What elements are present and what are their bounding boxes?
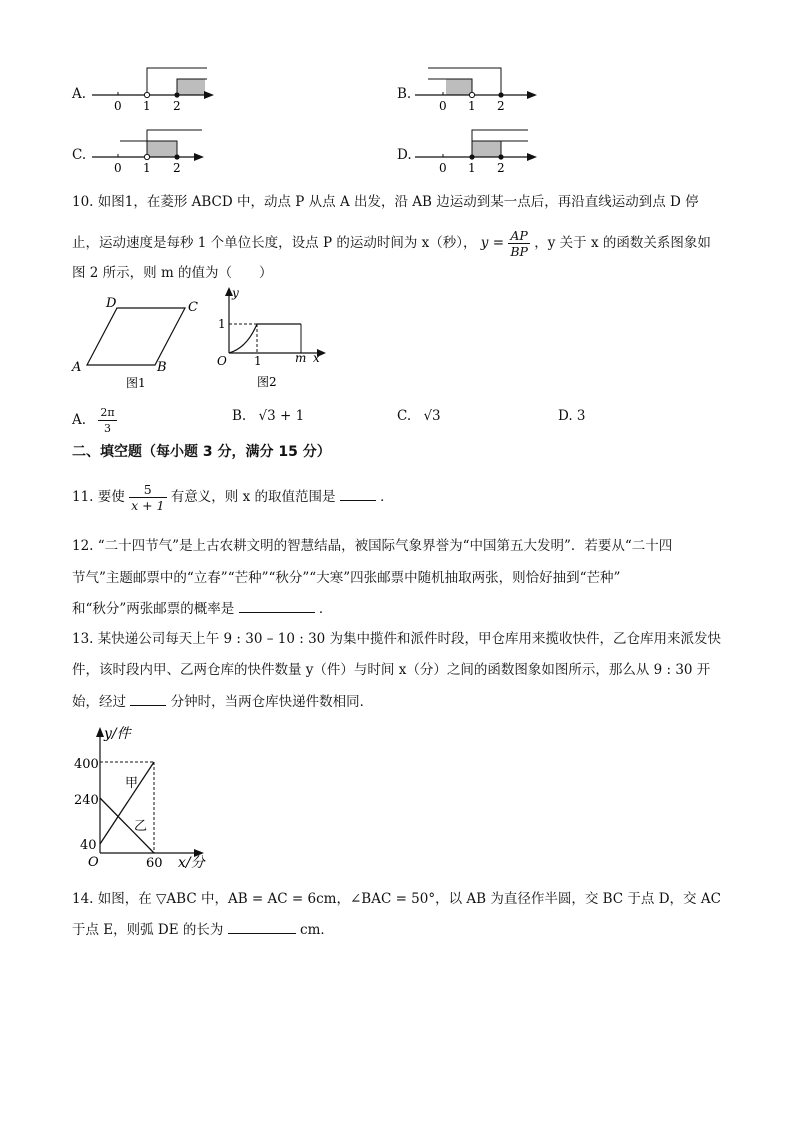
q10-fig2-caption: 图2 [257,375,277,389]
q9-b-tick-0: 0 [439,99,447,113]
q13-line2: 件，该时段内甲、乙两仓库的快件数量 y（件）与时间 x（分）之间的函数图象如图所示，那么从 9 : 30 开 [72,662,711,678]
q10-line3: 图 2 所示，则 m 的值为（ ） [72,265,273,281]
q13-y-axis-label: y/件 [104,726,131,742]
q13-answer-blank[interactable] [130,692,166,706]
q13-x-tick-60: 60 [146,856,163,871]
q10-option-a-fraction [98,405,116,436]
q11-end: ． [380,489,394,505]
q11-den: x + 1 [131,498,165,513]
q11-answer-blank[interactable] [340,487,376,501]
q9-option-a-numberline [90,62,220,114]
q9-a-tick-0: 0 [114,99,122,113]
q11-pre: 11. 要使 [72,489,125,505]
q10-option-c-label: C. [397,408,412,424]
q13-origin: O [88,855,99,870]
q14-line2-post: cm． [300,922,334,938]
q10-fig1-rhombus [68,292,218,392]
q10-fig2-graph [205,282,340,392]
q9-option-c-numberline [90,124,220,176]
q9-b-tick-2: 2 [497,99,505,113]
q11-line [72,482,394,513]
q10-y-eq: y = [480,235,505,251]
q10-option-d: D. 3 [558,408,586,424]
q10-line1: 10. 如图1，在菱形 ABCD 中，动点 P 从点 A 出发，沿 AB 边运动到某一点后，再沿直线运动到点 D 停 [72,194,699,210]
q13-line3 [72,692,373,711]
q10-option-b-label: B. [232,408,247,424]
q10-option-a-label: A. [72,412,87,428]
q9-option-d-label: D. [397,147,412,163]
q12-answer-blank[interactable] [239,599,315,613]
q10-option-b [232,407,304,425]
q10-option-c-value: √3 [423,408,441,424]
q10-line2-post: ，y 关于 x 的函数关系图象如 [534,235,711,251]
q14-line1: 14. 如图，在 ▽ABC 中，AB = AC = 6cm，∠BAC = 50°，以 AB 为直径作半圆，交 BC 于点 D，交 AC [72,891,721,907]
q9-c-tick-2: 2 [173,161,181,175]
q13-label-yi: 乙 [134,819,148,834]
q9-d-tick-2: 2 [497,161,505,175]
q9-d-tick-1: 1 [468,161,476,175]
q10-fig2-y-label: y [232,286,239,300]
q10-option-a-den: 3 [103,422,111,435]
q10-frac-num: AP [508,228,530,244]
q10-fig1-caption: 图1 [126,376,146,390]
q13-label-jia: 甲 [125,776,139,791]
q13-y-tick-400: 400 [74,757,99,772]
q9-a-tick-2: 2 [173,99,181,113]
q10-line2 [72,228,711,259]
q9-c-tick-0: 0 [114,161,122,175]
q9-option-a-label: A. [72,86,87,102]
q12-line3-pre: 和“秋分”两张邮票的概率是 [72,601,235,617]
q12-line2: 节气”主题邮票中的“立春”“芒种”“秋分”“大寒”四张邮票中随机抽取两张，则恰好抽到“芒种” [72,570,621,586]
q9-option-c-label: C. [72,147,87,163]
q11-fraction [129,482,166,513]
q9-a-tick-1: 1 [143,99,151,113]
q9-option-b-numberline [413,62,543,114]
q10-frac-den: BP [510,244,528,259]
q13-graph [70,718,220,878]
q12-line3 [72,599,332,618]
q14-line2-pre: 于点 E，则弧 DE 的长为 [72,922,224,938]
q10-option-c [397,407,441,425]
q10-option-a [72,405,117,436]
q10-fig1-label-a: A [72,360,82,375]
q9-option-b-label: B. [397,86,412,102]
q9-c-tick-1: 1 [143,161,151,175]
q14-line2 [72,920,334,939]
q9-d-tick-0: 0 [439,161,447,175]
q10-fig1-label-c: C [188,300,198,315]
q13-y-tick-40: 40 [80,838,97,853]
q11-post: 有意义，则 x 的取值范围是 [170,489,336,505]
q10-option-b-value: √3 + 1 [258,408,305,424]
q14-answer-blank[interactable] [228,920,296,934]
q9-option-d-numberline [413,124,543,176]
q12-line1: 12. “二十四节气”是上古农耕文明的智慧结晶，被国际气象界誉为“中国第五大发明”．若要从“二十四 [72,538,673,554]
q11-num: 5 [129,482,166,498]
q13-x-axis-label: x/分 [178,855,205,871]
q10-fig1-label-b: B [157,360,167,375]
q13-y-tick-240: 240 [74,793,99,808]
q9-b-tick-1: 1 [468,99,476,113]
q12-line3-end: ． [318,601,333,617]
q10-fig2-origin: O [217,354,227,368]
q13-line3-pre: 始，经过 [72,694,126,710]
q10-fig2-x-one: 1 [254,354,262,368]
q13-line3-post: 分钟时，当两仓库快递件数相同． [170,694,374,710]
q10-option-a-num: 2π [100,406,115,419]
q10-fig2-m: m [295,351,307,365]
q10-line2-pre: 止，运动速度是每秒 1 个单位长度，设点 P 的运动时间为 x（秒）， [72,235,477,251]
q10-fig2-y-one: 1 [218,317,226,331]
q10-fraction [508,228,530,259]
q13-line1: 13. 某快递公司每天上午 9 : 30 – 10 : 30 为集中揽件和派件时段，甲仓库用来揽收快件，乙仓库用来派发快 [72,631,722,647]
q10-fig2-x-label: x [313,351,320,365]
section2-heading: 二、填空题（每小题 3 分，满分 15 分） [72,444,331,460]
q10-fig1-label-d: D [106,296,117,311]
